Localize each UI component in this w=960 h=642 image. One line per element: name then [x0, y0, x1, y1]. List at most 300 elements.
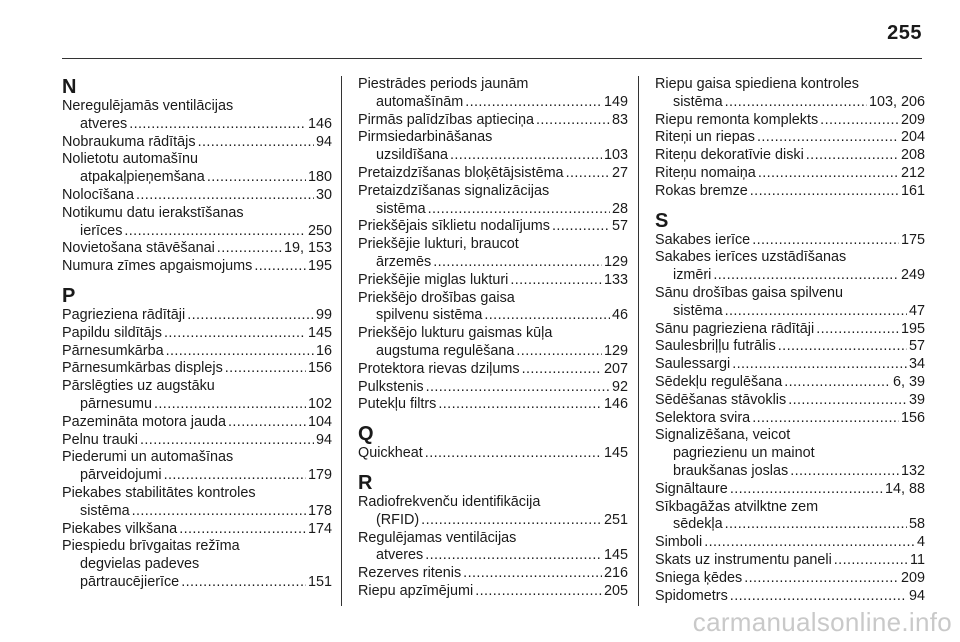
entry-line — [62, 307, 332, 325]
page-reference[interactable]: 14, 88 — [884, 480, 925, 497]
index-entry[interactable] — [62, 449, 332, 485]
dot-leader — [790, 463, 899, 481]
entry-term: Saulessargi — [655, 356, 731, 373]
page-reference[interactable]: 156 — [900, 409, 925, 426]
dot-leader — [154, 396, 306, 414]
index-entry[interactable] — [62, 432, 332, 450]
index-entry[interactable] — [358, 445, 628, 463]
index-entry[interactable] — [62, 325, 332, 343]
entry-term: sistēma — [673, 302, 723, 319]
dot-leader — [750, 183, 899, 201]
entry-term: pārtraucējierīce — [80, 573, 180, 590]
entry-term: Pirmsiedarbināšanas — [358, 129, 493, 146]
page-reference[interactable]: 212 — [900, 164, 925, 181]
page-reference[interactable]: 94 — [315, 431, 332, 448]
entry-term: sistēma — [80, 502, 130, 519]
index-entry[interactable] — [62, 240, 332, 258]
index-entry[interactable] — [358, 218, 628, 236]
entry-line — [62, 240, 332, 258]
entry-line — [655, 445, 925, 463]
entry-term: Sānu drošības gaisa spilvenu — [655, 284, 843, 301]
entry-term: Priekšējo lukturu gaismas kūļa — [358, 325, 553, 342]
entry-line — [62, 151, 332, 169]
dot-leader — [778, 338, 907, 356]
dot-leader — [465, 94, 602, 112]
page-reference[interactable]: 104 — [307, 413, 332, 430]
page-reference[interactable]: 27 — [611, 164, 628, 181]
index-entry[interactable] — [358, 583, 628, 601]
page-reference[interactable]: 209 — [900, 569, 925, 586]
entry-term: Pulkstenis — [358, 378, 424, 395]
index-entry[interactable] — [62, 343, 332, 361]
dot-leader — [806, 147, 899, 165]
entry-term: Sīkbagāžas atvilktne zem — [655, 498, 819, 515]
index-entry[interactable] — [358, 325, 628, 361]
entry-line — [358, 254, 628, 272]
dot-leader — [463, 565, 602, 583]
page-reference[interactable]: 30 — [315, 186, 332, 203]
entry-term: degvielas padeves — [80, 556, 200, 573]
entry-term: Piederumi un automašīnas — [62, 449, 234, 466]
index-entry[interactable] — [358, 76, 628, 112]
page-reference[interactable]: 174 — [307, 520, 332, 537]
index-column-2 — [358, 76, 628, 601]
index-entry[interactable] — [358, 236, 628, 272]
page-reference[interactable]: 195 — [900, 320, 925, 337]
index-entry[interactable] — [62, 378, 332, 414]
page-reference[interactable]: 178 — [307, 502, 332, 519]
column-divider-1 — [341, 76, 342, 606]
page-reference[interactable]: 195 — [307, 258, 332, 275]
entry-line — [358, 129, 628, 147]
index-column-1 — [62, 76, 332, 592]
index-entry[interactable] — [358, 379, 628, 397]
entry-line — [62, 258, 332, 276]
dot-leader — [433, 254, 602, 272]
index-entry[interactable] — [655, 552, 925, 570]
entry-term: Riepu gaisa spiediena kontroles — [655, 76, 859, 92]
entry-line — [62, 485, 332, 503]
page-reference[interactable]: 4 — [916, 534, 925, 551]
dot-leader — [820, 112, 899, 130]
entry-term: sēdekļa — [673, 516, 723, 533]
page-reference[interactable]: 156 — [307, 360, 332, 377]
page-reference[interactable]: 103 — [603, 147, 628, 164]
page-reference[interactable]: 94 — [908, 587, 925, 604]
index-entry[interactable] — [358, 290, 628, 326]
entry-line — [655, 183, 925, 201]
entry-line — [358, 76, 628, 94]
page-reference[interactable]: 28 — [611, 200, 628, 217]
index-entry[interactable] — [655, 374, 925, 392]
entry-term: Pelnu trauki — [62, 431, 138, 448]
index-entry[interactable] — [358, 530, 628, 566]
entry-line — [358, 147, 628, 165]
dot-leader — [758, 165, 899, 183]
entry-line — [655, 534, 925, 552]
page-reference[interactable]: 250 — [307, 222, 332, 239]
header-rule — [62, 58, 922, 59]
entry-term: Riteņu nomaiņa — [655, 164, 756, 181]
page-reference[interactable]: 57 — [908, 338, 925, 355]
dot-leader — [225, 360, 306, 378]
entry-line — [655, 410, 925, 428]
entry-term: Regulējamas ventilācijas — [358, 529, 517, 546]
page-reference[interactable]: 46 — [611, 307, 628, 324]
entry-term: Pārslēgties uz augstāku — [62, 378, 215, 395]
entry-term: pārveidojumi — [80, 467, 162, 484]
entry-term: Riepu remonta komplekts — [655, 111, 819, 128]
entry-line — [62, 98, 332, 116]
entry-line — [358, 201, 628, 219]
index-entry[interactable] — [655, 232, 925, 250]
page-reference[interactable]: 129 — [603, 253, 628, 270]
page-reference[interactable]: 102 — [307, 395, 332, 412]
dot-leader — [752, 410, 899, 428]
entry-line — [358, 361, 628, 379]
page-reference[interactable]: 6, 39 — [892, 373, 925, 390]
index-entry[interactable] — [655, 129, 925, 147]
entry-term: pagriezienu un mainot — [673, 445, 815, 462]
index-entry[interactable] — [655, 410, 925, 428]
entry-term: ārzemēs — [376, 253, 432, 270]
entry-line — [655, 552, 925, 570]
entry-term: Piestrādes periods jaunām — [358, 76, 529, 92]
index-entry[interactable] — [655, 249, 925, 285]
page-reference[interactable]: 129 — [603, 342, 628, 359]
dot-leader — [784, 374, 891, 392]
index-entry[interactable] — [655, 427, 925, 480]
dot-leader — [744, 570, 899, 588]
index-entry[interactable] — [358, 272, 628, 290]
index-entry[interactable] — [358, 361, 628, 379]
index-entry[interactable] — [62, 414, 332, 432]
entry-term: Numura zīmes apgaismojums — [62, 258, 253, 275]
entry-line — [655, 303, 925, 321]
entry-term: Riepu apzīmējumi — [358, 582, 474, 599]
dot-leader — [132, 503, 306, 521]
entry-term: Riteņu dekoratīvie diski — [655, 147, 804, 164]
page-reference[interactable]: 209 — [900, 111, 925, 128]
dot-leader — [834, 552, 908, 570]
entry-line — [655, 232, 925, 250]
dot-leader — [217, 240, 282, 258]
entry-line — [655, 112, 925, 130]
entry-line — [358, 379, 628, 397]
index-entry[interactable] — [62, 98, 332, 134]
index-entry[interactable] — [62, 307, 332, 325]
entry-line — [655, 392, 925, 410]
entry-line — [62, 432, 332, 450]
index-entry[interactable] — [62, 151, 332, 187]
dot-leader — [536, 112, 610, 130]
page-reference[interactable]: 133 — [603, 271, 628, 288]
entry-line — [655, 463, 925, 481]
watermark: carmanualsonline.info — [692, 607, 952, 637]
entry-line — [62, 503, 332, 521]
entry-term: Radiofrekvenču identifikācija — [358, 493, 541, 510]
index-entry[interactable] — [62, 205, 332, 241]
entry-line — [62, 378, 332, 396]
index-entry[interactable] — [655, 147, 925, 165]
dot-leader — [124, 223, 306, 241]
page-number: 255 — [887, 22, 922, 44]
index-entry[interactable] — [358, 565, 628, 583]
entry-term: ierīces — [80, 222, 123, 239]
page-reference[interactable]: 204 — [900, 129, 925, 146]
entry-term: augstuma regulēšana — [376, 342, 515, 359]
dot-leader — [522, 361, 602, 379]
dot-leader — [129, 116, 306, 134]
entry-line — [62, 414, 332, 432]
page-reference[interactable]: 57 — [611, 218, 628, 235]
entry-line — [358, 290, 628, 308]
page-reference[interactable]: 94 — [315, 133, 332, 150]
entry-term: Signalizēšana, veicot — [655, 427, 791, 444]
entry-line — [62, 134, 332, 152]
dot-leader — [207, 169, 306, 187]
page-reference[interactable]: 145 — [603, 547, 628, 564]
entry-term: Piespiedu brīvgaitas režīma — [62, 538, 240, 555]
dot-leader — [428, 201, 610, 219]
entry-term: braukšanas joslas — [673, 462, 789, 479]
entry-line — [62, 467, 332, 485]
index-entry[interactable] — [358, 183, 628, 219]
entry-line — [655, 94, 925, 112]
entry-term: Pārnesumkārbas displejs — [62, 360, 223, 377]
entry-line — [655, 129, 925, 147]
index-entry[interactable] — [655, 588, 925, 606]
entry-line — [655, 516, 925, 534]
dot-leader — [484, 307, 610, 325]
page-reference[interactable]: 132 — [900, 462, 925, 479]
page-reference[interactable]: 161 — [900, 182, 925, 199]
entry-term: Sakabes ierīces uzstādīšanas — [655, 249, 847, 266]
entry-term: Rezerves ritenis — [358, 565, 462, 582]
page-reference[interactable]: 34 — [908, 356, 925, 373]
dot-leader — [788, 392, 907, 410]
page-reference[interactable]: 92 — [611, 378, 628, 395]
entry-term: Protektora rievas dziļums — [358, 360, 520, 377]
entry-term: atveres — [376, 547, 424, 564]
page-reference[interactable]: 103, 206 — [868, 93, 925, 110]
entry-term: Sānu pagrieziena rādītāji — [655, 320, 815, 337]
dot-leader — [426, 379, 610, 397]
dot-leader — [140, 432, 314, 450]
dot-leader — [450, 147, 602, 165]
section-letter: R — [358, 471, 373, 494]
dot-leader — [713, 267, 899, 285]
entry-line — [62, 538, 332, 556]
page-reference[interactable]: 151 — [307, 573, 332, 590]
entry-line — [655, 356, 925, 374]
dot-leader — [730, 481, 883, 499]
entry-line — [62, 574, 332, 592]
dot-leader — [164, 467, 306, 485]
entry-line — [62, 205, 332, 223]
page-reference[interactable]: 179 — [307, 467, 332, 484]
page-reference[interactable]: 39 — [908, 391, 925, 408]
dot-leader — [438, 396, 602, 414]
entry-line — [62, 360, 332, 378]
dot-leader — [187, 307, 314, 325]
entry-line — [62, 556, 332, 574]
index-entry[interactable] — [62, 360, 332, 378]
dot-leader — [425, 547, 602, 565]
entry-term: Sakabes ierīce — [655, 231, 751, 248]
index-entry[interactable] — [655, 76, 925, 112]
index-entry[interactable] — [358, 129, 628, 165]
entry-line — [358, 94, 628, 112]
entry-line — [655, 427, 925, 445]
page-reference[interactable]: 11 — [910, 551, 925, 568]
dot-leader — [254, 258, 306, 276]
index-entry[interactable] — [358, 165, 628, 183]
entry-term: Sēdekļu regulēšana — [655, 373, 783, 390]
page-reference[interactable]: 83 — [611, 111, 628, 128]
entry-line — [655, 499, 925, 517]
entry-term: Skats uz instrumentu paneli — [655, 551, 832, 568]
index-entry[interactable] — [655, 321, 925, 339]
entry-term: Pretaizdzīšanas signalizācijas — [358, 182, 550, 199]
index-entry[interactable] — [62, 258, 332, 276]
entry-line — [358, 445, 628, 463]
index-entry[interactable] — [655, 481, 925, 499]
index-entry[interactable] — [655, 392, 925, 410]
dot-leader — [510, 272, 602, 290]
entry-line — [62, 396, 332, 414]
entry-term: Nolocīšana — [62, 186, 134, 203]
entry-line — [358, 183, 628, 201]
page-reference[interactable]: 146 — [307, 115, 332, 132]
page-reference[interactable]: 149 — [603, 93, 628, 110]
index-entry[interactable] — [655, 183, 925, 201]
dot-leader — [198, 134, 314, 152]
entry-term: Priekšējie lukturi, braucot — [358, 236, 519, 253]
entry-term: Novietošana stāvēšanai — [62, 240, 215, 257]
entry-term: Nobraukuma rādītājs — [62, 133, 196, 150]
index-entry[interactable] — [655, 570, 925, 588]
page-reference[interactable]: 249 — [900, 267, 925, 284]
entry-line — [358, 325, 628, 343]
index-entry[interactable] — [358, 396, 628, 414]
entry-line — [358, 218, 628, 236]
page-reference[interactable]: 205 — [603, 582, 628, 599]
entry-line — [655, 165, 925, 183]
entry-line — [655, 249, 925, 267]
page-reference[interactable]: 19, 153 — [283, 240, 332, 257]
page-reference[interactable]: 99 — [315, 306, 332, 323]
entry-term: Riteņi un riepas — [655, 129, 755, 146]
entry-term: atveres — [80, 115, 128, 132]
entry-term: pārnesumu — [80, 395, 152, 412]
page-reference[interactable]: 16 — [315, 342, 332, 359]
dot-leader — [752, 232, 899, 250]
entry-term: Pretaizdzīšanas bloķētājsistēma — [358, 164, 564, 181]
section-letter: P — [62, 284, 76, 307]
dot-leader — [725, 303, 907, 321]
entry-line — [62, 187, 332, 205]
entry-line — [655, 588, 925, 606]
index-column-3 — [655, 76, 925, 605]
page-reference[interactable]: 251 — [603, 511, 628, 528]
page-reference[interactable]: 58 — [908, 516, 925, 533]
entry-term: Priekšējais sīklietu nodalījums — [358, 218, 550, 235]
dot-leader — [757, 129, 899, 147]
index-entry[interactable] — [655, 165, 925, 183]
index-entry[interactable] — [655, 356, 925, 374]
index-entry[interactable] — [358, 494, 628, 530]
page-reference[interactable]: 145 — [603, 445, 628, 462]
page-reference[interactable]: 216 — [603, 565, 628, 582]
entry-line — [655, 147, 925, 165]
page-reference[interactable]: 47 — [908, 302, 925, 319]
index-entry[interactable] — [655, 338, 925, 356]
entry-term: atpakaļpieņemšana — [80, 169, 205, 186]
page-reference[interactable]: 145 — [307, 324, 332, 341]
entry-term: Pārnesumkārba — [62, 342, 164, 359]
index-entry[interactable] — [62, 134, 332, 152]
dot-leader — [730, 588, 907, 606]
entry-term: Pirmās palīdzības aptieciņa — [358, 111, 534, 128]
entry-line — [358, 530, 628, 548]
index-entry[interactable] — [62, 521, 332, 539]
dot-leader — [166, 343, 314, 361]
entry-term: Saulesbriļļu futrālis — [655, 338, 776, 355]
dot-leader — [136, 187, 314, 205]
dot-leader — [732, 356, 907, 374]
index-entry[interactable] — [62, 538, 332, 591]
entry-line — [358, 165, 628, 183]
index-entry[interactable] — [358, 112, 628, 130]
entry-line — [655, 321, 925, 339]
index-entry[interactable] — [655, 499, 925, 535]
dot-leader — [181, 574, 306, 592]
page-reference[interactable]: 175 — [900, 231, 925, 248]
index-entry[interactable] — [655, 112, 925, 130]
page-reference[interactable]: 208 — [900, 147, 925, 164]
dot-leader — [725, 94, 867, 112]
entry-line — [62, 116, 332, 134]
dot-leader — [228, 414, 306, 432]
page-reference[interactable]: 180 — [307, 169, 332, 186]
entry-term: Selektora svira — [655, 409, 751, 426]
entry-term: (RFID) — [376, 511, 420, 528]
entry-term: spilvenu sistēma — [376, 307, 483, 324]
section-letter: N — [62, 76, 77, 98]
entry-line — [62, 449, 332, 467]
dot-leader — [179, 521, 306, 539]
dot-leader — [475, 583, 602, 601]
dot-leader — [164, 325, 306, 343]
index-entry[interactable] — [62, 187, 332, 205]
page-reference[interactable]: 146 — [603, 396, 628, 413]
entry-term: Simboli — [655, 534, 703, 551]
page-reference[interactable]: 207 — [603, 360, 628, 377]
entry-line — [62, 521, 332, 539]
index-entry[interactable] — [655, 534, 925, 552]
index-entry[interactable] — [62, 485, 332, 521]
dot-leader — [725, 516, 907, 534]
entry-term: Papildu sildītājs — [62, 324, 162, 341]
entry-term: sistēma — [376, 200, 426, 217]
index-entry[interactable] — [655, 285, 925, 321]
entry-term: Sēdēšanas stāvoklis — [655, 391, 787, 408]
dot-leader — [704, 534, 915, 552]
entry-line — [655, 285, 925, 303]
entry-term: Piekabes stabilitātes kontroles — [62, 484, 256, 501]
entry-line — [358, 396, 628, 414]
